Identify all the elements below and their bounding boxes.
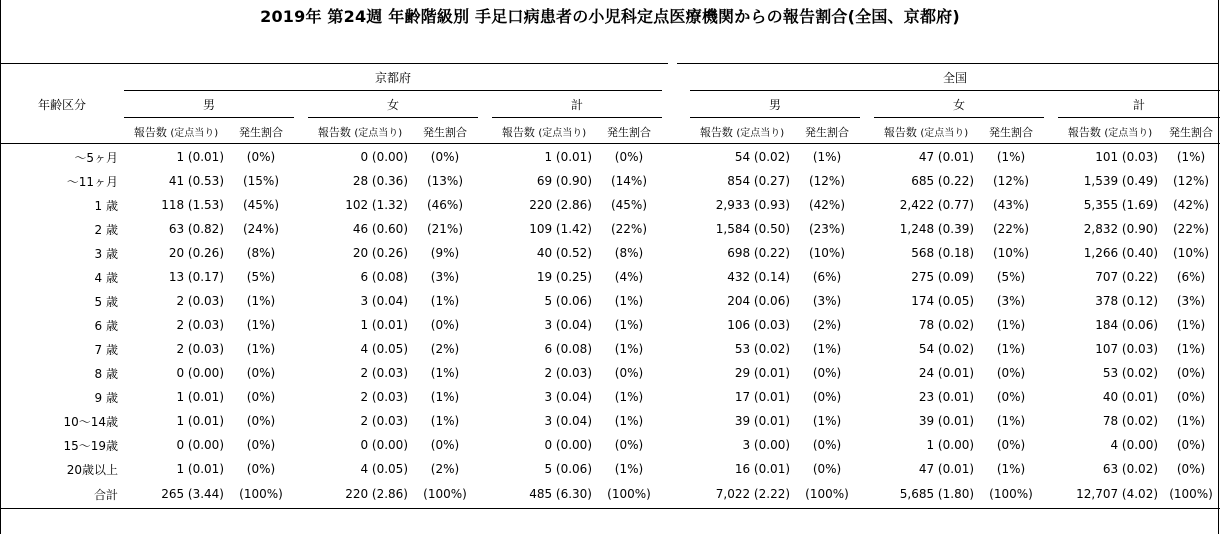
report-count-cell: 69 (0.90) <box>536 174 592 188</box>
report-count-cell: 102 (1.32) <box>345 198 408 212</box>
report-count-cell: 1 (0.01) <box>176 462 224 476</box>
report-count-label: 報告数 <box>317 125 351 139</box>
rate-cell: (2%) <box>430 462 460 476</box>
report-count-cell: 2 (0.03) <box>360 414 408 428</box>
rate-cell: (0%) <box>812 366 842 380</box>
data-table <box>0 64 1220 507</box>
report-count-cell: 2,422 (0.77) <box>899 198 975 212</box>
report-count-cell: 5,355 (1.69) <box>1083 198 1159 212</box>
report-count-cell: 1,539 (0.49) <box>1083 174 1159 188</box>
report-count-cell: 16 (0.01) <box>734 462 791 476</box>
report-count-cell: 0 (0.00) <box>360 438 408 452</box>
rate-cell: (8%) <box>246 246 276 260</box>
rate-cell: (0%) <box>996 390 1026 404</box>
rate-cell: (12%) <box>992 174 1030 188</box>
rate-cell: (1%) <box>246 342 276 356</box>
rate-cell: (12%) <box>1173 174 1210 188</box>
report-count-cell: 685 (0.22) <box>911 174 975 188</box>
rate-cell: (2%) <box>430 342 460 356</box>
age-label: ～5ヶ月 <box>74 150 118 165</box>
rate-cell: (1%) <box>614 462 644 476</box>
measure-header-row <box>0 118 1220 146</box>
rate-cell: (0%) <box>996 438 1026 452</box>
rate-cell: (1%) <box>1176 150 1206 164</box>
report-count-label: 報告数 <box>501 125 535 139</box>
region-header-national: 全国 <box>690 64 1220 91</box>
report-count-cell: 1,584 (0.50) <box>715 222 791 236</box>
table-row <box>0 385 1220 409</box>
rate-cell: (100%) <box>989 487 1033 501</box>
rate-cell: (0%) <box>614 366 644 380</box>
per-site-label: (定点当り) <box>170 127 219 139</box>
rate-cell: (24%) <box>242 222 280 236</box>
table-row <box>0 433 1220 457</box>
table-row <box>0 289 1220 313</box>
age-label: ～11ヶ月 <box>66 174 118 189</box>
report-count-cell: 23 (0.01) <box>918 390 975 404</box>
rate-cell: (1%) <box>246 294 276 308</box>
report-count-cell: 13 (0.17) <box>168 270 224 284</box>
age-label: 1 歳 <box>94 198 118 213</box>
report-count-cell: 6 (0.08) <box>360 270 408 284</box>
report-count-cell: 0 (0.00) <box>544 438 592 452</box>
rate-cell: (1%) <box>996 342 1026 356</box>
rate-cell: (1%) <box>614 294 644 308</box>
rate-cell: (1%) <box>246 318 276 332</box>
rate-cell: (42%) <box>808 198 846 212</box>
rate-cell: (0%) <box>614 438 644 452</box>
rate-cell: (10%) <box>1173 246 1210 260</box>
report-count-cell: 78 (0.02) <box>1102 414 1159 428</box>
report-count-cell: 698 (0.22) <box>727 246 791 260</box>
rate-header: 発生割合 <box>423 125 467 139</box>
rate-cell: (1%) <box>430 390 460 404</box>
page-title: 2019年 第24週 年齢階級別 手足口病患者の小児科定点医療機関からの報告割合(全国、京都府) <box>260 7 960 26</box>
report-count-cell: 568 (0.18) <box>911 246 975 260</box>
table-row <box>0 337 1220 361</box>
age-label: 10～14歳 <box>63 414 118 429</box>
report-count-cell: 39 (0.01) <box>918 414 975 428</box>
report-count-cell: 24 (0.01) <box>918 366 975 380</box>
report-count-header <box>308 118 412 146</box>
rate-cell: (15%) <box>242 174 280 188</box>
report-count-cell: 63 (0.82) <box>168 222 224 236</box>
report-count-cell: 3 (0.04) <box>544 390 592 404</box>
report-count-cell: 3 (0.04) <box>544 414 592 428</box>
report-count-header <box>690 118 794 146</box>
report-count-cell: 1,248 (0.39) <box>899 222 975 236</box>
report-count-cell: 53 (0.02) <box>734 342 791 356</box>
report-count-cell: 2 (0.03) <box>360 390 408 404</box>
rate-cell: (1%) <box>430 366 460 380</box>
rate-cell: (23%) <box>808 222 846 236</box>
report-count-cell: 1 (0.01) <box>176 150 224 164</box>
age-label: 5 歳 <box>94 294 118 309</box>
rate-header: 発生割合 <box>1169 125 1214 139</box>
rate-cell: (1%) <box>996 150 1026 164</box>
report-count-cell: 485 (6.30) <box>529 487 592 501</box>
report-count-header <box>124 118 228 146</box>
report-count-cell: 0 (0.00) <box>176 438 224 452</box>
rate-cell: (3%) <box>996 294 1026 308</box>
report-count-header <box>492 118 596 146</box>
rate-cell: (22%) <box>992 222 1030 236</box>
rate-cell: (6%) <box>1176 270 1206 284</box>
table-row <box>0 313 1220 337</box>
rate-cell: (46%) <box>426 198 464 212</box>
report-count-cell: 275 (0.09) <box>911 270 975 284</box>
report-count-cell: 109 (1.42) <box>529 222 592 236</box>
rate-cell: (0%) <box>1176 390 1206 404</box>
report-count-cell: 54 (0.02) <box>734 150 791 164</box>
rate-header: 発生割合 <box>989 125 1034 139</box>
rate-cell: (45%) <box>242 198 280 212</box>
total-top-rule <box>0 508 1220 509</box>
rate-cell: (0%) <box>430 318 460 332</box>
table-body <box>0 145 1220 507</box>
report-count-cell: 39 (0.01) <box>734 414 791 428</box>
rate-cell: (1%) <box>1176 414 1206 428</box>
rate-cell: (100%) <box>239 487 283 501</box>
rate-cell: (6%) <box>812 270 842 284</box>
age-label: 4 歳 <box>94 270 118 285</box>
report-count-cell: 4 (0.00) <box>1110 438 1159 452</box>
sex-header-total: 計 <box>1058 91 1220 118</box>
rate-cell: (3%) <box>430 270 460 284</box>
rate-cell: (0%) <box>246 462 276 476</box>
age-label: 9 歳 <box>94 390 118 405</box>
sex-header-female: 女 <box>874 91 1044 118</box>
report-count-cell: 3 (0.04) <box>360 294 408 308</box>
rate-cell: (9%) <box>430 246 460 260</box>
report-count-cell: 4 (0.05) <box>360 342 408 356</box>
rate-cell: (21%) <box>426 222 464 236</box>
rate-cell: (42%) <box>1173 198 1210 212</box>
rate-cell: (14%) <box>610 174 648 188</box>
rate-cell: (1%) <box>1176 318 1206 332</box>
rate-cell: (1%) <box>812 414 842 428</box>
report-count-cell: 4 (0.05) <box>360 462 408 476</box>
rate-cell: (100%) <box>607 487 651 501</box>
age-label: 20歳以上 <box>66 462 118 477</box>
per-site-label: (定点当り) <box>920 127 969 139</box>
total-row <box>0 481 1220 507</box>
table-row <box>0 409 1220 433</box>
report-count-cell: 29 (0.01) <box>734 366 791 380</box>
report-count-cell: 220 (2.86) <box>345 487 408 501</box>
rate-cell: (0%) <box>614 150 644 164</box>
report-count-cell: 47 (0.01) <box>918 462 975 476</box>
rate-cell: (3%) <box>1176 294 1206 308</box>
report-count-cell: 106 (0.03) <box>727 318 791 332</box>
table-row <box>0 241 1220 265</box>
report-count-cell: 41 (0.53) <box>168 174 224 188</box>
rate-cell: (0%) <box>1176 438 1206 452</box>
report-count-header <box>874 118 978 146</box>
report-count-label: 報告数 <box>699 125 733 139</box>
report-count-cell: 5 (0.06) <box>544 294 592 308</box>
report-count-cell: 12,707 (4.02) <box>1076 487 1159 501</box>
table-row <box>0 169 1220 193</box>
age-label: 15～19歳 <box>63 438 118 453</box>
report-count-cell: 19 (0.25) <box>536 270 592 284</box>
rate-cell: (0%) <box>246 414 276 428</box>
report-count-cell: 432 (0.14) <box>727 270 791 284</box>
rate-cell: (5%) <box>246 270 276 284</box>
rate-cell: (8%) <box>614 246 644 260</box>
report-count-cell: 118 (1.53) <box>161 198 224 212</box>
table-row <box>0 217 1220 241</box>
rate-cell: (0%) <box>246 438 276 452</box>
report-count-cell: 2,832 (0.90) <box>1083 222 1159 236</box>
rate-cell: (1%) <box>430 294 460 308</box>
sex-header-male: 男 <box>124 91 294 118</box>
rate-cell: (0%) <box>812 438 842 452</box>
rate-cell: (45%) <box>610 198 648 212</box>
per-site-label: (定点当り) <box>538 127 587 139</box>
report-count-cell: 220 (2.86) <box>529 198 592 212</box>
rate-cell: (10%) <box>992 246 1030 260</box>
table-row <box>0 145 1220 169</box>
report-count-cell: 5,685 (1.80) <box>899 487 975 501</box>
report-count-cell: 2 (0.03) <box>176 294 224 308</box>
report-count-label: 報告数 <box>883 125 917 139</box>
report-count-cell: 2,933 (0.93) <box>715 198 791 212</box>
rate-cell: (22%) <box>1173 222 1210 236</box>
rate-cell: (12%) <box>808 174 846 188</box>
sex-header-total: 計 <box>492 91 662 118</box>
age-label: 6 歳 <box>94 318 118 333</box>
rate-header: 発生割合 <box>805 125 850 139</box>
report-count-cell: 7,022 (2.22) <box>715 487 791 501</box>
per-site-label: (定点当り) <box>354 127 403 139</box>
age-label: 2 歳 <box>94 222 118 237</box>
table-row <box>0 265 1220 289</box>
report-count-cell: 47 (0.01) <box>918 150 975 164</box>
rate-cell: (0%) <box>1176 462 1206 476</box>
report-count-cell: 854 (0.27) <box>727 174 791 188</box>
rate-header: 発生割合 <box>607 125 651 139</box>
rate-cell: (4%) <box>614 270 644 284</box>
rate-cell: (13%) <box>426 174 464 188</box>
report-count-cell: 1,266 (0.40) <box>1083 246 1159 260</box>
table-row <box>0 361 1220 385</box>
report-count-cell: 53 (0.02) <box>1102 366 1159 380</box>
rate-cell: (0%) <box>812 462 842 476</box>
report-count-cell: 707 (0.22) <box>1095 270 1159 284</box>
rate-header: 発生割合 <box>239 125 283 139</box>
rate-cell: (1%) <box>812 150 842 164</box>
rate-cell: (1%) <box>996 414 1026 428</box>
report-count-cell: 6 (0.08) <box>544 342 592 356</box>
sex-header-male: 男 <box>690 91 860 118</box>
sex-header-row <box>0 91 1220 118</box>
table-row <box>0 193 1220 217</box>
rate-cell: (1%) <box>996 462 1026 476</box>
age-label: 7 歳 <box>94 342 118 357</box>
rate-cell: (3%) <box>812 294 842 308</box>
report-count-cell: 107 (0.03) <box>1095 342 1159 356</box>
report-count-cell: 46 (0.60) <box>352 222 408 236</box>
report-count-cell: 204 (0.06) <box>727 294 791 308</box>
report-count-cell: 17 (0.01) <box>734 390 791 404</box>
rate-cell: (100%) <box>1169 487 1213 501</box>
rate-cell: (1%) <box>996 318 1026 332</box>
report-count-cell: 1 (0.01) <box>176 390 224 404</box>
per-site-label: (定点当り) <box>1104 127 1153 139</box>
report-count-cell: 0 (0.00) <box>360 150 408 164</box>
report-count-cell: 2 (0.03) <box>544 366 592 380</box>
rate-cell: (0%) <box>812 390 842 404</box>
report-count-cell: 0 (0.00) <box>176 366 224 380</box>
rate-cell: (0%) <box>246 390 276 404</box>
rate-cell: (0%) <box>430 438 460 452</box>
rate-cell: (1%) <box>812 342 842 356</box>
report-count-header <box>1058 118 1162 146</box>
report-count-cell: 54 (0.02) <box>918 342 975 356</box>
report-count-cell: 101 (0.03) <box>1095 150 1159 164</box>
rate-cell: (1%) <box>614 318 644 332</box>
rate-cell: (0%) <box>996 366 1026 380</box>
report-count-cell: 2 (0.03) <box>360 366 408 380</box>
table-row <box>0 457 1220 481</box>
report-count-cell: 174 (0.05) <box>911 294 975 308</box>
report-count-cell: 63 (0.02) <box>1102 462 1159 476</box>
report-count-cell: 1 (0.01) <box>176 414 224 428</box>
report-count-cell: 3 (0.00) <box>742 438 791 452</box>
report-count-cell: 20 (0.26) <box>168 246 224 260</box>
report-count-cell: 1 (0.01) <box>544 150 592 164</box>
rate-cell: (5%) <box>996 270 1026 284</box>
rate-cell: (0%) <box>430 150 460 164</box>
age-label: 3 歳 <box>94 246 118 261</box>
age-label: 8 歳 <box>94 366 118 381</box>
rate-cell: (1%) <box>614 414 644 428</box>
report-count-cell: 1 (0.00) <box>926 438 975 452</box>
rate-cell: (1%) <box>1176 342 1206 356</box>
report-count-label: 報告数 <box>133 125 167 139</box>
report-count-cell: 378 (0.12) <box>1095 294 1159 308</box>
report-count-cell: 1 (0.01) <box>360 318 408 332</box>
rate-cell: (2%) <box>812 318 842 332</box>
rate-cell: (100%) <box>423 487 467 501</box>
rate-cell: (0%) <box>246 150 276 164</box>
rate-cell: (0%) <box>1176 366 1206 380</box>
report-count-cell: 40 (0.01) <box>1102 390 1159 404</box>
report-count-cell: 28 (0.36) <box>352 174 408 188</box>
rate-cell: (10%) <box>808 246 846 260</box>
per-site-label: (定点当り) <box>736 127 785 139</box>
rate-cell: (43%) <box>992 198 1030 212</box>
report-count-cell: 2 (0.03) <box>176 342 224 356</box>
report-count-label: 報告数 <box>1067 125 1101 139</box>
report-count-cell: 20 (0.26) <box>352 246 408 260</box>
region-header-row <box>0 64 1220 91</box>
rate-cell: (1%) <box>430 414 460 428</box>
report-count-cell: 78 (0.02) <box>918 318 975 332</box>
report-count-cell: 5 (0.06) <box>544 462 592 476</box>
report-count-cell: 2 (0.03) <box>176 318 224 332</box>
report-count-cell: 3 (0.04) <box>544 318 592 332</box>
age-label: 合計 <box>93 487 118 502</box>
rate-cell: (100%) <box>805 487 849 501</box>
region-header-kyoto: 京都府 <box>124 64 662 91</box>
rate-cell: (1%) <box>614 390 644 404</box>
sex-header-female: 女 <box>308 91 478 118</box>
age-column-header: 年齢区分 <box>37 98 86 112</box>
rate-cell: (22%) <box>610 222 648 236</box>
rate-cell: (0%) <box>246 366 276 380</box>
rate-cell: (1%) <box>614 342 644 356</box>
report-count-cell: 40 (0.52) <box>536 246 592 260</box>
report-count-cell: 265 (3.44) <box>161 487 224 501</box>
report-count-cell: 184 (0.06) <box>1095 318 1159 332</box>
